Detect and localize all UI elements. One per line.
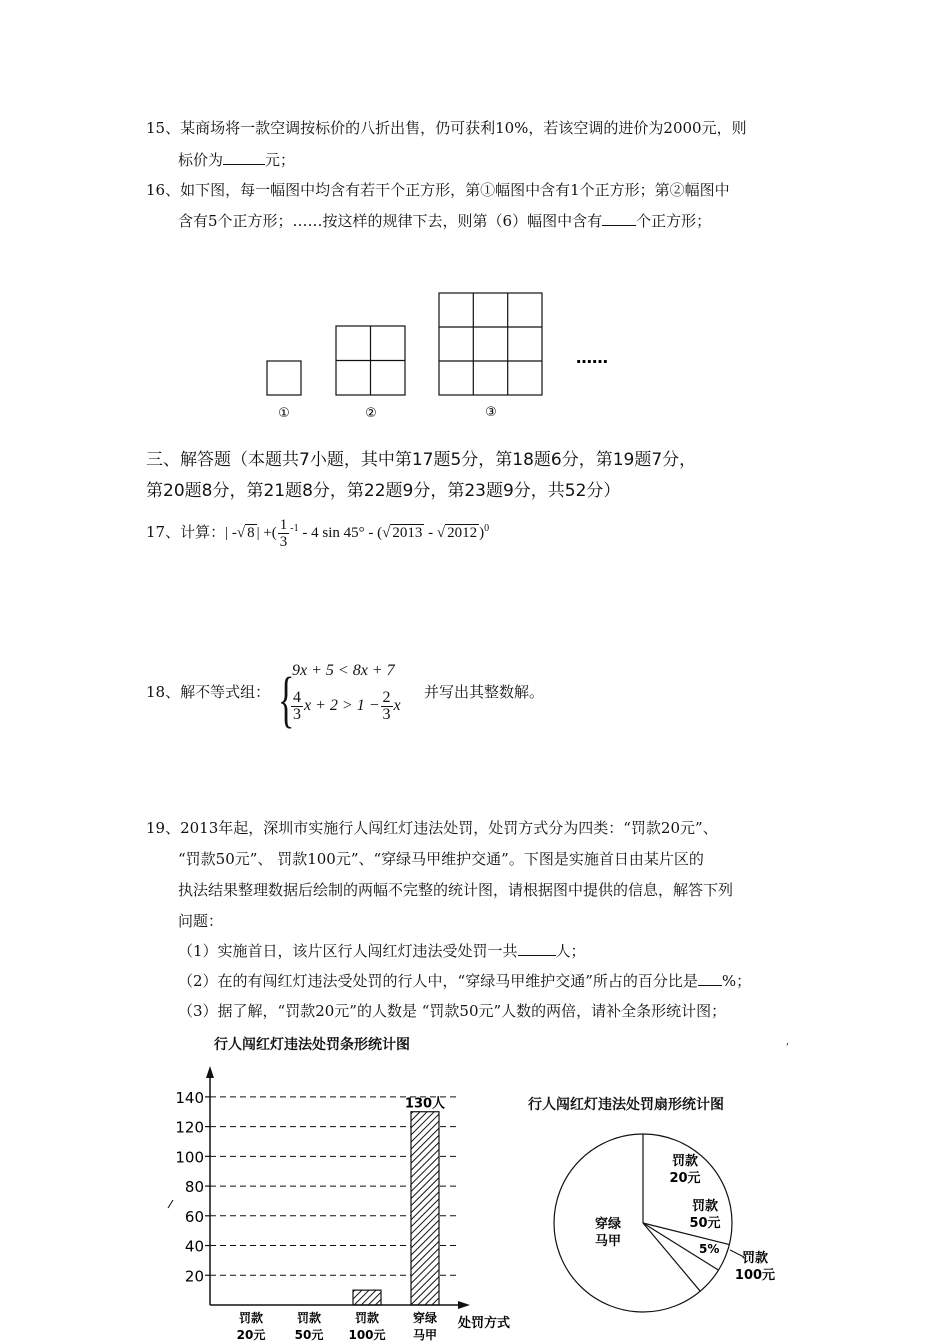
bar-category-label: 罚款	[354, 1311, 380, 1325]
q19-line4: 问题：	[178, 912, 224, 930]
pie-slice-label: 20元	[669, 1171, 701, 1186]
q17-sqrt2012: 2012	[447, 525, 478, 541]
q18-frac1	[291, 690, 303, 723]
q17-frac-num: 1	[279, 516, 288, 533]
q18-ineq2-x: x	[393, 697, 401, 715]
figure-1-grid	[267, 361, 301, 395]
figure-2-grid	[336, 326, 405, 395]
q19-sub1-blank[interactable]	[518, 941, 556, 956]
q19-sub2-post: %；	[721, 972, 752, 990]
q18-inequality-1: 9x + 5 < 8x + 7	[292, 662, 395, 679]
q18-suffix: 并写出其整数解。	[424, 683, 545, 701]
q16-line2	[178, 211, 711, 231]
q17-prefix: 17、计算：	[146, 523, 226, 541]
q17-abs-open: | -	[225, 525, 237, 541]
q17-exp0: 0	[484, 523, 490, 534]
bar-category-label: 穿绿	[412, 1311, 438, 1325]
q16-line2-post: 个正方形；	[636, 212, 712, 230]
bar-category-label: 马甲	[412, 1328, 438, 1342]
q16-squares-figure	[255, 285, 635, 430]
pie-chart	[540, 1120, 800, 1344]
q17-exp1: -1	[290, 523, 299, 534]
figure-label-2: ②	[365, 406, 377, 421]
q17-expression	[146, 514, 489, 550]
q17-fraction	[278, 517, 290, 550]
pie-slices	[554, 1134, 775, 1312]
bar-y-axis-arrow	[206, 1066, 214, 1078]
section-3-heading-line2: 第20题8分，第21题8分，第22题9分，第23题9分，共52分）	[146, 481, 621, 501]
sqrt-sign: √	[236, 525, 246, 541]
bar-data-label: 130人	[404, 1096, 446, 1112]
bar-y-ticks	[175, 1089, 210, 1285]
bar-category-label: 罚款	[238, 1311, 264, 1325]
stray-mark: ,	[786, 1036, 790, 1047]
pie-slice-label: 罚款	[691, 1199, 719, 1214]
q18-prefix: 18、解不等式组：	[146, 683, 271, 701]
bar-y-tick-label: 100	[175, 1148, 204, 1167]
q17-frac-den: 3	[279, 533, 288, 550]
bar-y-tick-label: 40	[184, 1237, 204, 1256]
bar-3	[411, 1112, 439, 1305]
pie-value-label: 5%	[699, 1242, 720, 1256]
q17-mid: - 4 sin 45° - (	[298, 525, 383, 541]
bar-category-label: 50元	[294, 1328, 324, 1342]
q15-line1: 15、某商场将一款空调按标价的八折出售，仍可获利10%，若该空调的进价为2000元，则	[146, 119, 747, 137]
sqrt-sign: √	[436, 525, 446, 541]
bar-chart	[160, 1060, 530, 1344]
q19-line1: 19、2013年起，深圳市实施行人闯红灯违法处罚，处罚方式分为四类：“罚款20元”、	[146, 819, 718, 837]
q16-answer-blank[interactable]	[602, 211, 636, 226]
q19-line3: 执法结果整理数据后绘制的两幅不完整的统计图，请根据图中提供的信息，解答下列	[178, 881, 734, 899]
bar-2	[353, 1290, 381, 1305]
bar-series	[353, 1097, 445, 1305]
q15-answer-blank[interactable]	[223, 150, 265, 165]
bar-x-axis-label: 处罚方式	[458, 1316, 511, 1331]
q19-sub2	[178, 971, 751, 991]
pie-chart-title: 行人闯红灯违法处罚扇形统计图	[528, 1097, 724, 1113]
bar-stray-tick	[168, 1200, 173, 1208]
q17-close: )	[479, 525, 485, 541]
pie-slice-label: 罚款	[741, 1251, 769, 1266]
pie-slice-label: 穿绿	[594, 1217, 622, 1232]
pie-slice-label: 50元	[689, 1216, 721, 1231]
q17-abs-close: | +(	[256, 525, 277, 541]
bar-category-label: 100元	[348, 1328, 386, 1342]
q18-frac1-den: 3	[293, 706, 301, 723]
q16-line2-pre: 含有5个正方形；……按这样的规律下去，则第（6）幅图中含有	[178, 212, 603, 230]
sqrt-sign: √	[382, 525, 391, 541]
pie-slice-label: 100元	[734, 1268, 776, 1283]
figure-label-1: ①	[278, 406, 290, 421]
q18-frac2-num: 2	[382, 689, 391, 706]
q19-sub2-blank[interactable]	[698, 971, 722, 986]
bar-y-tick-label: 20	[184, 1267, 204, 1286]
bar-categories	[237, 1310, 437, 1342]
q18-system-brace: {	[278, 666, 295, 734]
section-3-heading-line1: 三、解答题（本题共7小题，其中第17题5分，第18题6分，第19题7分，	[146, 450, 697, 470]
q19-sub1-pre: （1）实施首日，该片区行人闯红灯违法受处罚一共	[178, 942, 518, 960]
q18-inequality-2	[290, 690, 401, 723]
q15-line2-post: 元；	[265, 151, 296, 169]
bar-x-axis-arrow	[458, 1301, 470, 1309]
q17-sqrt2013: 2013	[392, 525, 423, 541]
q19-sub1-post: 人；	[555, 942, 586, 960]
q19-sub3: （3）据了解，“罚款20元”的人数是 “罚款50元”人数的两倍，请补全条形统计图；	[178, 1002, 727, 1020]
bar-y-tick-label: 80	[184, 1178, 204, 1197]
q15-line2	[178, 150, 295, 170]
q19-sub2-pre: （2）在的有闯红灯违法受处罚的行人中，“穿绿马甲维护交通”所占的百分比是	[178, 972, 698, 990]
bar-category-label: 罚款	[296, 1311, 322, 1325]
q19-sub1	[178, 941, 586, 961]
bar-chart-title: 行人闯红灯违法处罚条形统计图	[214, 1037, 410, 1053]
q17-minus: -	[424, 525, 437, 541]
bar-y-tick-label: 120	[175, 1118, 204, 1137]
bar-y-tick-label: 140	[175, 1088, 204, 1107]
pie-slice-label: 罚款	[671, 1154, 699, 1169]
bar-y-tick-label: 60	[184, 1207, 204, 1226]
q19-line2: “罚款50元”、 罚款100元”、“穿绿马甲维护交通”。下图是实施首日由某片区的	[178, 850, 704, 868]
q16-line1: 16、如下图，每一幅图中均含有若干个正方形，第①幅图中含有1个正方形；第②幅图中	[146, 181, 730, 199]
pie-slice-label: 马甲	[594, 1234, 622, 1249]
figure-ellipsis: ……	[576, 348, 608, 367]
figure-label-3: ③	[485, 405, 497, 420]
q18-ineq2-mid: x + 2 > 1 −	[304, 697, 380, 715]
figure-3-grid	[439, 293, 542, 395]
q18-frac2	[381, 690, 393, 723]
q17-sqrt8: 8	[247, 525, 255, 541]
q18-frac1-num: 4	[293, 689, 301, 706]
bar-category-label: 20元	[236, 1328, 266, 1342]
q18-frac2-den: 3	[382, 706, 391, 723]
q15-line2-pre: 标价为	[178, 151, 224, 169]
